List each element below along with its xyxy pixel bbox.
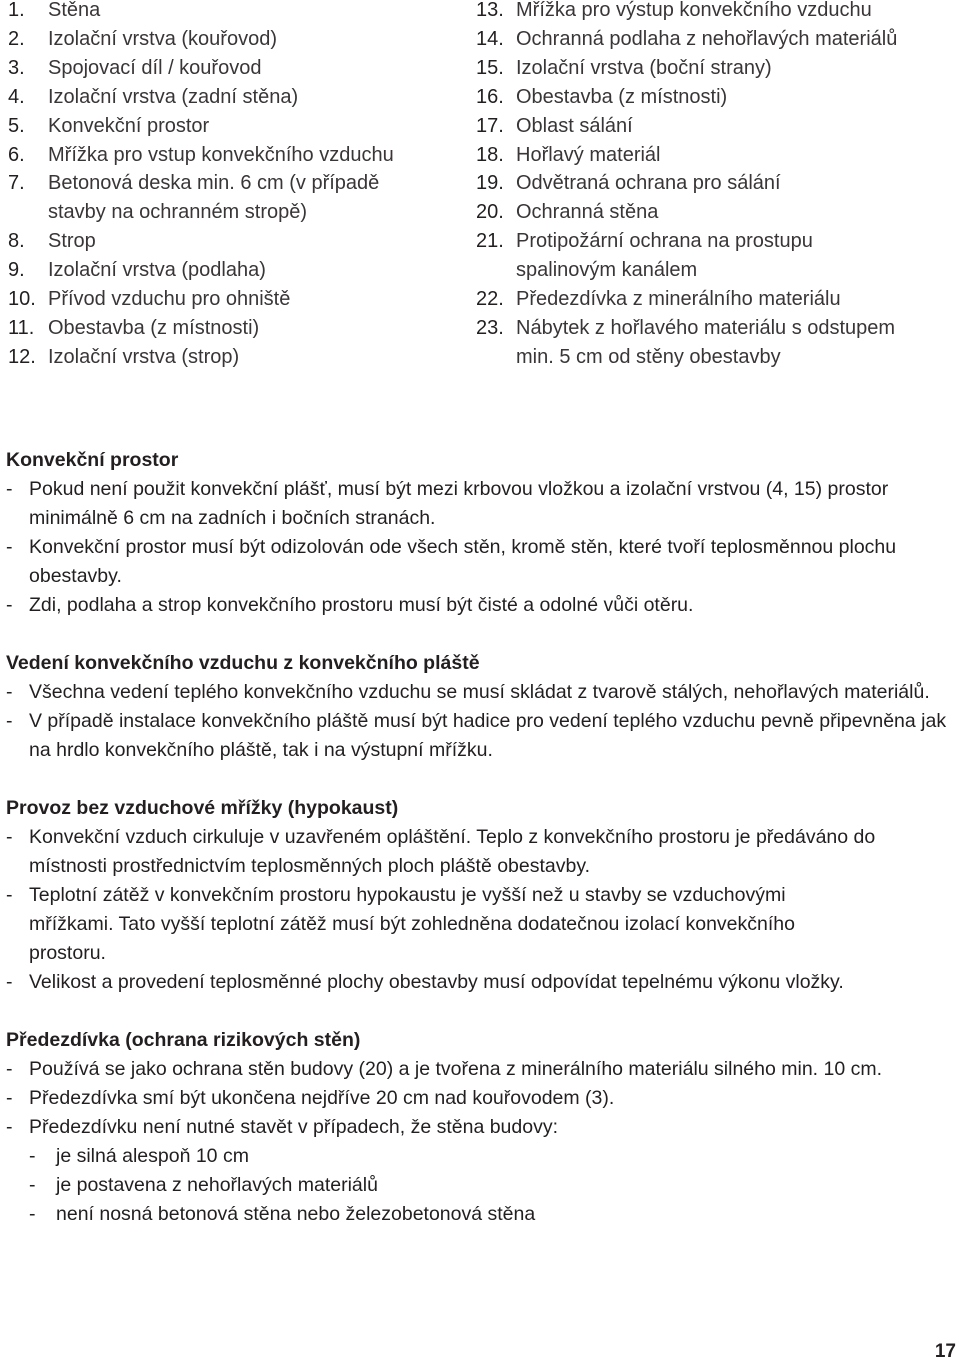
legend-item [8, 0, 468, 25]
legend-item [476, 141, 960, 170]
legend-item [8, 314, 468, 343]
bullet-dash: - [6, 710, 13, 732]
legend-number: 21. [476, 230, 504, 253]
legend-item [476, 285, 960, 314]
legend-item [476, 25, 960, 54]
bullet-text: je silná alespoň 10 cm [56, 1145, 249, 1167]
legend-item [8, 285, 468, 314]
section-konvekcni-prostor [6, 446, 950, 620]
legend-number: 17. [476, 114, 504, 137]
bullet-text: Teplotní zátěž v konvekčním prostoru hypokaustu je vyšší než u stavby se vzduchovými mřížkami. Tato vyšší teplotní zátěž musí být zohledněna dodatečnou izolací konvekčního prostoru. [29, 884, 795, 964]
bullet-text: V případě instalace konvekčního pláště musí být hadice pro vedení teplého vzduchu pevně připevněna jak na hrdlo konvekčního pláště, tak i na výstupní mřížku. [29, 710, 947, 761]
legend-number: 8. [8, 230, 25, 253]
legend-text: Stěna [48, 0, 101, 21]
legend-item [8, 227, 468, 256]
legend-number: 14. [476, 27, 504, 50]
sub-bullet-item [6, 1200, 950, 1229]
legend-item [8, 169, 418, 227]
bullet-item [6, 678, 950, 707]
legend-number: 13. [476, 0, 504, 21]
legend-number: 4. [8, 85, 25, 108]
legend-text: Předezdívka z minerálního materiálu [516, 288, 841, 311]
legend-item [476, 54, 960, 83]
legend-item [8, 343, 468, 372]
bullet-item [6, 823, 950, 881]
legend-text: Ochranná podlaha z nehořlavých materiálů [516, 27, 898, 50]
legend-number: 23. [476, 316, 504, 339]
legend-text: Oblast sálání [516, 114, 633, 137]
legend-text: Přívod vzduchu pro ohniště [48, 288, 291, 311]
bullet-dash: - [6, 971, 13, 993]
legend-text: Odvětraná ochrana pro sálání [516, 172, 781, 195]
sub-bullet-item [6, 1171, 950, 1200]
bullet-text: Předezdívka smí být ukončena nejdříve 20 cm nad kouřovodem (3). [29, 1087, 615, 1109]
bullet-item [6, 591, 950, 620]
bullet-dash: - [6, 826, 13, 848]
legend-item [476, 314, 926, 372]
legend-number: 11. [8, 316, 35, 339]
legend-text: Ochranná stěna [516, 201, 659, 224]
legend-text: Hořlavý materiál [516, 143, 661, 166]
legend-text: Betonová deska min. 6 cm (v případě stavby na ochranném stropě) [48, 172, 380, 224]
legend-number: 5. [8, 114, 25, 137]
legend-number: 9. [8, 259, 25, 282]
page-number: 17 [934, 1341, 956, 1362]
bullet-dash: - [29, 1174, 36, 1196]
legend-item [8, 83, 468, 112]
bullet-dash: - [6, 681, 13, 703]
legend-number: 15. [476, 56, 504, 79]
section-predezdivka [6, 1026, 950, 1229]
legend-text: Izolační vrstva (boční strany) [516, 56, 772, 79]
bullet-dash: - [6, 1116, 13, 1138]
bullet-dash: - [6, 1087, 13, 1109]
section-heading: Konvekční prostor [6, 449, 179, 471]
legend-number: 2. [8, 27, 25, 50]
legend-number: 12. [8, 345, 36, 368]
legend-number: 22. [476, 288, 504, 311]
bullet-dash: - [6, 594, 13, 616]
legend-item [476, 169, 960, 198]
legend-text: Konvekční prostor [48, 114, 210, 137]
bullet-text: Používá se jako ochrana stěn budovy (20) a je tvořena z minerálního materiálu silného min. 10 cm. [29, 1058, 883, 1080]
legend-text: Strop [48, 230, 96, 253]
legend-text: Izolační vrstva (podlaha) [48, 259, 266, 282]
legend-text: Obestavba (z místnosti) [516, 85, 728, 108]
legend-item [8, 112, 468, 141]
legend-item [476, 198, 960, 227]
legend-list-right [476, 0, 960, 372]
bullet-text: není nosná betonová stěna nebo železobetonová stěna [56, 1203, 536, 1225]
legend-number: 10. [8, 288, 36, 311]
legend-number: 3. [8, 56, 25, 79]
bullet-text: Všechna vedení teplého konvekčního vzduchu se musí skládat z tvarově stálých, nehořlavých materiálů. [29, 681, 930, 703]
legend-text: Nábytek z hořlavého materiálu s odstupem min. 5 cm od stěny obestavby [516, 316, 896, 368]
legend-item [8, 256, 468, 285]
section-hypokaust [6, 794, 950, 997]
legend-text: Spojovací díl / kouřovod [48, 56, 262, 79]
legend-item [8, 25, 468, 54]
legend-number: 1. [8, 0, 25, 21]
section-heading: Předezdívka (ochrana rizikových stěn) [6, 1029, 361, 1051]
section-heading: Vedení konvekčního vzduchu z konvekčního pláště [6, 652, 480, 674]
bullet-dash: - [29, 1145, 36, 1167]
legend-text: Izolační vrstva (kouřovod) [48, 27, 277, 50]
legend-item [8, 141, 468, 170]
legend-number: 18. [476, 143, 504, 166]
legend-item [476, 0, 960, 25]
legend-text: Izolační vrstva (zadní stěna) [48, 85, 299, 108]
legend-item [8, 54, 468, 83]
bullet-item [6, 1055, 950, 1084]
bullet-text: je postavena z nehořlavých materiálů [56, 1174, 378, 1196]
bullet-item [6, 881, 950, 968]
sub-bullet-item [6, 1142, 950, 1171]
content-sections [6, 446, 950, 1229]
bullet-dash: - [29, 1203, 36, 1225]
legend-text: Mřížka pro výstup konvekčního vzduchu [516, 0, 872, 21]
legend-number: 16. [476, 85, 504, 108]
bullet-item [6, 533, 950, 591]
bullet-text: Zdi, podlaha a strop konvekčního prostoru musí být čisté a odolné vůči otěru. [29, 594, 694, 616]
legend-item [476, 83, 960, 112]
bullet-text: Předezdívku není nutné stavět v případech, že stěna budovy: [29, 1116, 559, 1138]
bullet-text: Velikost a provedení teplosměnné plochy obestavby musí odpovídat tepelnému výkonu vložky. [29, 971, 844, 993]
legend-number: 6. [8, 143, 25, 166]
legend-text: Obestavba (z místnosti) [48, 316, 260, 339]
legend-text: Mřížka pro vstup konvekčního vzduchu [48, 143, 394, 166]
bullet-dash: - [6, 478, 13, 500]
bullet-text: Konvekční prostor musí být odizolován ode všech stěn, kromě stěn, které tvoří teplosměnnou plochu obestavby. [29, 536, 897, 587]
legend-text: Protipožární ochrana na prostupu spalinovým kanálem [516, 230, 813, 282]
bullet-dash: - [6, 536, 13, 558]
legend-text: Izolační vrstva (strop) [48, 345, 240, 368]
legend-number: 20. [476, 201, 504, 224]
section-vedeni-vzduchu [6, 649, 950, 765]
bullet-item [6, 1084, 950, 1113]
bullet-text: Pokud není použit konvekční plášť, musí být mezi krbovou vložkou a izolační vrstvou (4, 15) prostor minimálně 6 cm na zadních i bočních stranách. [29, 478, 889, 529]
legend-list-left [8, 0, 468, 372]
bullet-item [6, 968, 950, 997]
legend-number: 7. [8, 172, 25, 195]
bullet-text: Konvekční vzduch cirkuluje v uzavřeném opláštění. Teplo z konvekčního prostoru je předáváno do místnosti prostřednictvím teplosměnných ploch pláště obestavby. [29, 826, 876, 877]
bullet-item [6, 475, 950, 533]
legend-number: 19. [476, 172, 504, 195]
section-heading: Provoz bez vzduchové mřížky (hypokaust) [6, 797, 399, 819]
bullet-dash: - [6, 1058, 13, 1080]
bullet-item [6, 1113, 950, 1142]
legend-item [476, 112, 960, 141]
bullet-item [6, 707, 950, 765]
bullet-dash: - [6, 884, 13, 906]
legend-item [476, 227, 876, 285]
